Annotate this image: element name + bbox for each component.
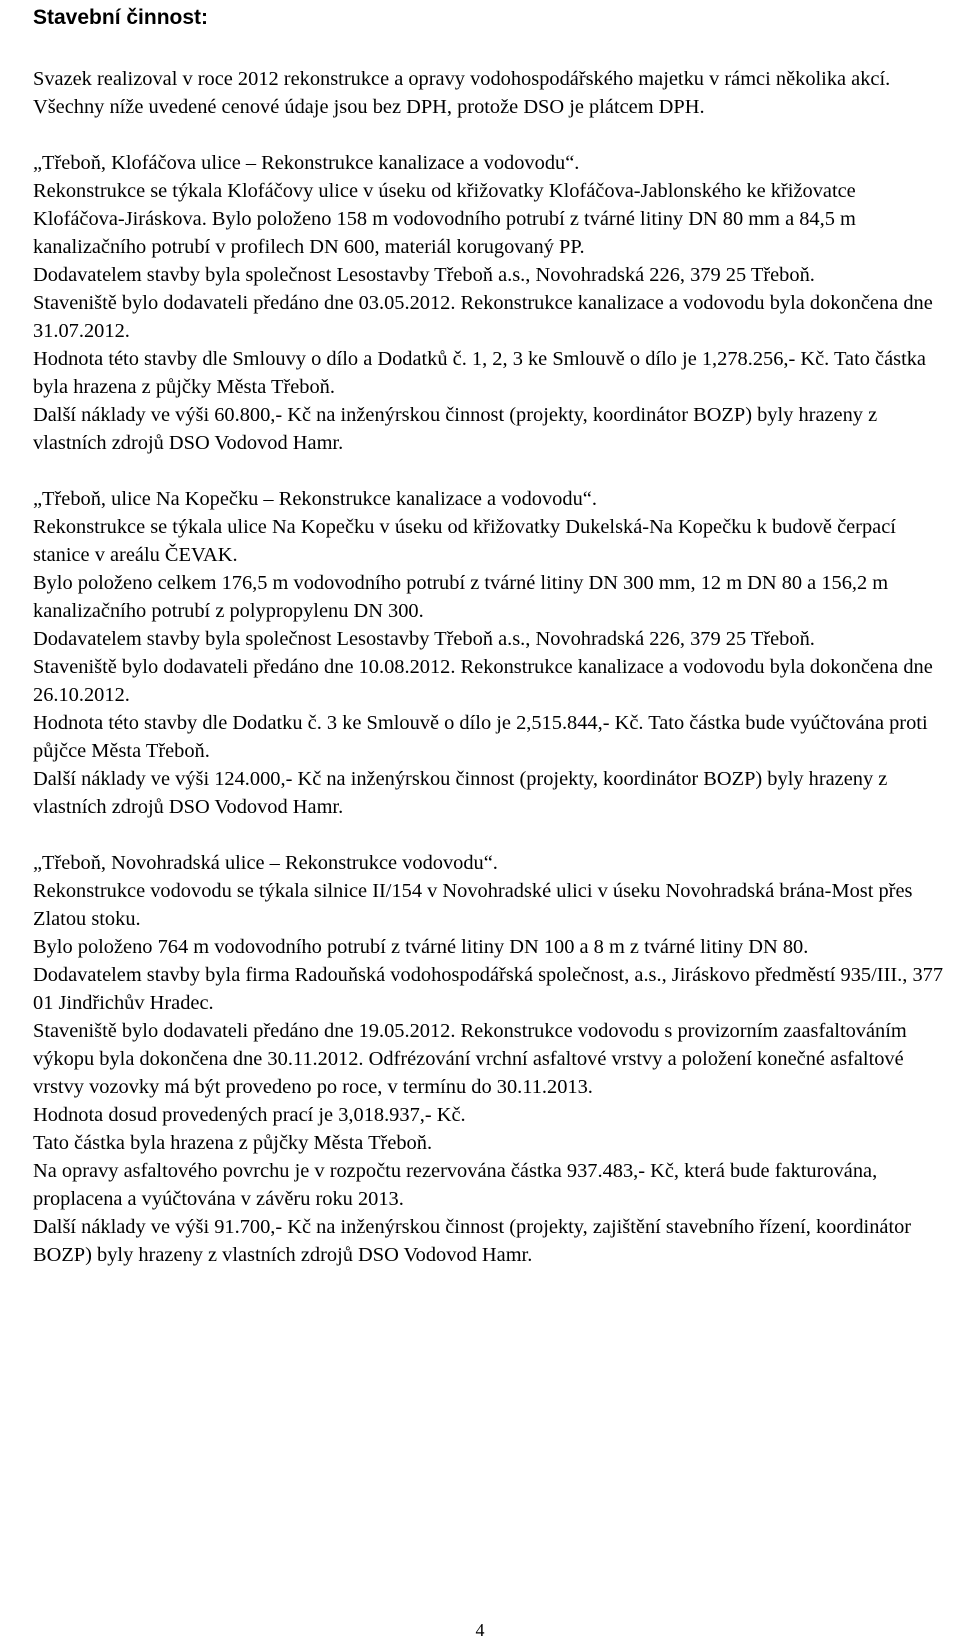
project-description: Rekonstrukce se týkala ulice Na Kopečku v úseku od křižovatky Dukelská-Na Kopečku k budově čerpací stanice v areálu ČEVAK. [33,516,896,566]
project-contractor: Dodavatelem stavby byla společnost Lesostavby Třeboň a.s., Novohradská 226, 379 25 Třeboň. [33,628,815,650]
project-dates: Staveniště bylo dodavateli předáno dne 10.08.2012. Rekonstrukce kanalizace a vodovodu byla dokončena dne 26.10.2012. [33,656,933,706]
project-novohradska [33,849,948,1269]
section-heading: Stavební činnost: [33,6,209,29]
project-value: Hodnota této stavby dle Smlouvy o dílo a Dodatků č. 1, 2, 3 ke Smlouvě o dílo je 1,278.256,- Kč. Tato částka byla hrazena z půjčky Města Třeboň. [33,348,926,398]
project-funding: Tato částka byla hrazena z půjčky Města Třeboň. [33,1132,433,1154]
project-description: Rekonstrukce se týkala Klofáčovy ulice v úseku od křižovatky Klofáčova-Jablonského ke křižovatce Klofáčova-Jiráskova. Bylo položeno 158 m vodovodního potrubí z tvárné litiny DN 80 mm a 84,5 m kanalizačního potrubí v profilech DN 600, materiál korugovaný PP. [33,180,856,258]
project-pipes: Bylo položeno celkem 176,5 m vodovodního potrubí z tvárné litiny DN 300 mm, 12 m DN 80 a 156,2 m kanalizačního potrubí z polypropylenu DN 300. [33,572,889,622]
project-description: Rekonstrukce vodovodu se týkala silnice II/154 v Novohradské ulici v úseku Novohradská brána-Most přes Zlatou stoku. [33,880,913,930]
project-title: „Třeboň, ulice Na Kopečku – Rekonstrukce kanalizace a vodovodu“. [33,488,597,510]
project-contractor: Dodavatelem stavby byla firma Radouňská vodohospodářská společnost, a.s., Jiráskovo předměstí 935/III., 377 01 Jindřichův Hradec. [33,964,944,1014]
project-klofacova [33,149,948,457]
project-title: „Třeboň, Klofáčova ulice – Rekonstrukce kanalizace a vodovodu“. [33,152,580,174]
project-contractor: Dodavatelem stavby byla společnost Lesostavby Třeboň a.s., Novohradská 226, 379 25 Třeboň. [33,264,815,286]
project-asphalt-reserve: Na opravy asfaltového povrchu je v rozpočtu rezervována částka 937.483,- Kč, která bude fakturována, proplacena a vyúčtována v závěru roku 2013. [33,1160,878,1210]
page-number: 4 [475,1620,485,1640]
document-page [33,0,948,1269]
project-value: Hodnota dosud provedených prací je 3,018.937,- Kč. [33,1104,466,1126]
project-dates: Staveniště bylo dodavateli předáno dne 03.05.2012. Rekonstrukce kanalizace a vodovodu byla dokončena dne 31.07.2012. [33,292,933,342]
project-value: Hodnota této stavby dle Dodatku č. 3 ke Smlouvě o dílo je 2,515.844,- Kč. Tato částka bude vyúčtována proti půjčce Města Třeboň. [33,712,928,762]
intro-paragraph: Svazek realizoval v roce 2012 rekonstrukce a opravy vodohospodářského majetku v rámci několika akcí. Všechny níže uvedené cenové údaje jsou bez DPH, protože DSO je plátcem DPH. [33,68,891,118]
project-extra-costs: Další náklady ve výši 60.800,- Kč na inženýrskou činnost (projekty, koordinátor BOZP) byly hrazeny z vlastních zdrojů DSO Vodovod Hamr. [33,404,878,454]
project-extra-costs: Další náklady ve výši 91.700,- Kč na inženýrskou činnost (projekty, zajištění stavebního řízení, koordinátor BOZP) byly hrazeny z vlastních zdrojů DSO Vodovod Hamr. [33,1216,912,1266]
project-extra-costs: Další náklady ve výši 124.000,- Kč na inženýrskou činnost (projekty, koordinátor BOZP) byly hrazeny z vlastních zdrojů DSO Vodovod Hamr. [33,768,888,818]
project-pipes: Bylo položeno 764 m vodovodního potrubí z tvárné litiny DN 100 a 8 m z tvárné litiny DN 80. [33,936,809,958]
project-title: „Třeboň, Novohradská ulice – Rekonstrukce vodovodu“. [33,852,498,874]
project-dates: Staveniště bylo dodavateli předáno dne 19.05.2012. Rekonstrukce vodovodu s provizorním zaasfaltováním výkopu byla dokončena dne 30.11.2012. Odfrézování vrchní asfaltové vrstvy a položení konečné asfaltové vrstvy vozovky má být provedeno po roce, v termínu do 30.11.2013. [33,1020,907,1098]
project-na-kopecku [33,485,948,821]
